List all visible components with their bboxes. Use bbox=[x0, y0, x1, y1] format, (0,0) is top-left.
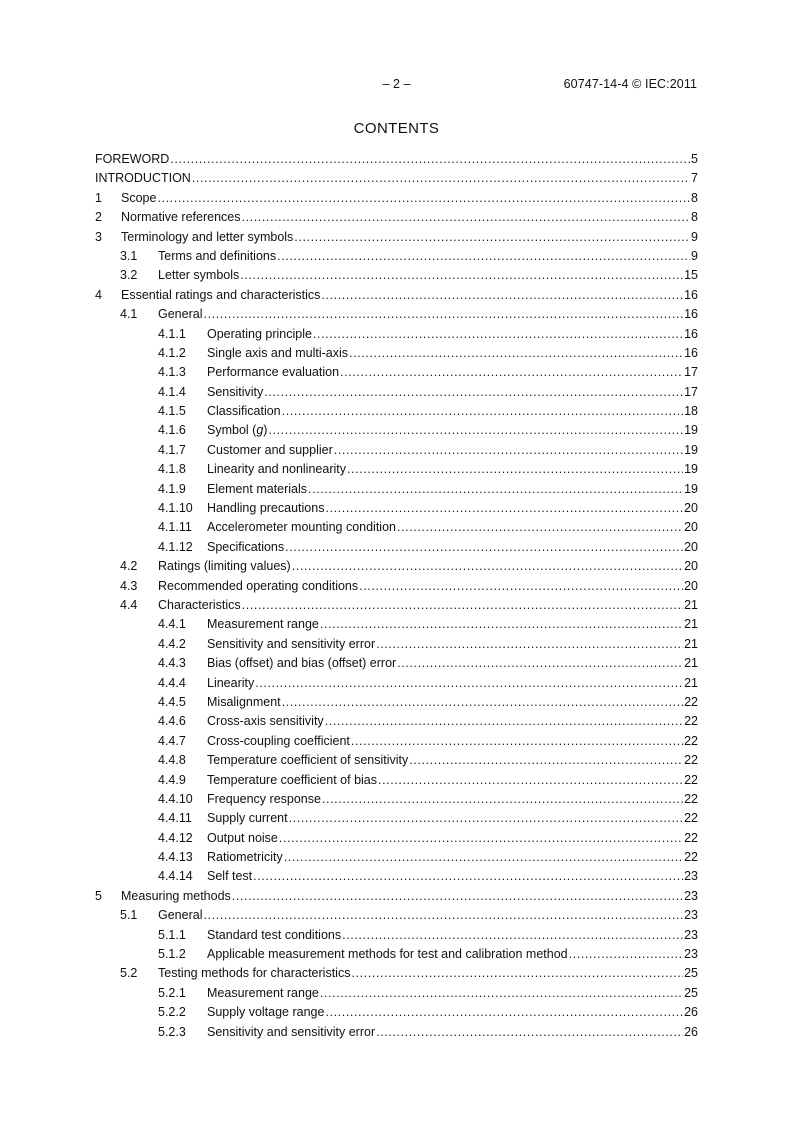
toc-entry-number: 4.4.13 bbox=[158, 850, 193, 865]
dot-leader bbox=[284, 848, 683, 867]
dot-leader bbox=[342, 926, 683, 945]
toc-entry[interactable] bbox=[95, 150, 698, 169]
toc-entry-title: Sensitivity and sensitivity error bbox=[207, 636, 376, 651]
toc-entry-title: Specifications bbox=[207, 539, 285, 554]
toc-entry-title: Cross-coupling coefficient bbox=[207, 733, 350, 748]
toc-entry-page: 9 bbox=[691, 229, 698, 244]
toc-entry-number: 4.4.11 bbox=[158, 811, 192, 826]
toc-entry[interactable] bbox=[95, 286, 698, 305]
toc-entry-number: 5.2.3 bbox=[158, 1024, 186, 1039]
toc-entry-number: 2 bbox=[95, 210, 102, 225]
dot-leader bbox=[325, 712, 683, 731]
toc-entry[interactable] bbox=[95, 615, 698, 634]
toc-entry-title: Handling precautions bbox=[207, 501, 325, 516]
toc-entry-title: Frequency response bbox=[207, 791, 321, 806]
toc-entry-title: Terms and definitions bbox=[158, 248, 277, 263]
toc-entry[interactable] bbox=[95, 751, 698, 770]
toc-entry-title: Cross-axis sensitivity bbox=[207, 714, 324, 729]
toc-entry-page: 18 bbox=[684, 404, 698, 419]
toc-entry-page: 15 bbox=[684, 268, 698, 283]
toc-entry-number: 1 bbox=[95, 190, 102, 205]
toc-entry-title: Scope bbox=[121, 190, 157, 205]
toc-entry-title: Temperature coefficient of sensitivity bbox=[207, 753, 409, 768]
toc-entry-title: Essential ratings and characteristics bbox=[121, 287, 321, 302]
toc-entry-title: Single axis and multi-axis bbox=[207, 345, 349, 360]
toc-entry-page: 20 bbox=[684, 559, 698, 574]
toc-entry-page: 22 bbox=[684, 733, 698, 748]
dot-leader bbox=[282, 693, 683, 712]
toc-entry-number: 4.4.14 bbox=[158, 869, 193, 884]
toc-entry-page: 25 bbox=[684, 985, 698, 1000]
dot-leader bbox=[242, 596, 683, 615]
toc-entry[interactable] bbox=[95, 829, 698, 848]
toc-entry-number: 4.4.8 bbox=[158, 753, 186, 768]
toc-entry[interactable] bbox=[95, 480, 698, 499]
toc-entry-number: 4.3 bbox=[120, 578, 138, 593]
dot-leader bbox=[277, 247, 690, 266]
toc-entry-number: 5.1 bbox=[120, 908, 138, 923]
toc-entry[interactable] bbox=[95, 635, 698, 654]
dot-leader bbox=[378, 771, 683, 790]
toc-entry[interactable] bbox=[95, 169, 698, 188]
dot-leader bbox=[232, 887, 683, 906]
dot-leader bbox=[409, 751, 683, 770]
toc-entry-title: Measuring methods bbox=[121, 888, 231, 903]
toc-entry[interactable] bbox=[95, 654, 698, 673]
toc-entry-title: Sensitivity bbox=[207, 384, 264, 399]
toc-entry[interactable] bbox=[95, 208, 698, 227]
toc-entry[interactable] bbox=[95, 460, 698, 479]
toc-entry-title: Measurement range bbox=[207, 617, 319, 632]
toc-entry-page: 23 bbox=[684, 908, 698, 923]
toc-entry-page: 17 bbox=[684, 384, 698, 399]
dot-leader bbox=[313, 325, 683, 344]
toc-entry-page: 22 bbox=[684, 772, 698, 787]
toc-entry-number: 4.1.6 bbox=[158, 423, 186, 438]
toc-entry-page: 23 bbox=[684, 947, 698, 962]
toc-entry-page: 22 bbox=[684, 830, 698, 845]
toc-entry-title: FOREWORD bbox=[95, 152, 170, 166]
toc-entry-number: 4.1.5 bbox=[158, 404, 186, 419]
toc-entry-page: 20 bbox=[684, 539, 698, 554]
toc-entry[interactable] bbox=[95, 732, 698, 751]
toc-entry-number: 4.1.8 bbox=[158, 462, 186, 477]
toc-entry-title-part: Symbol ( bbox=[207, 423, 257, 438]
toc-entry-title: Letter symbols bbox=[158, 268, 240, 283]
dot-leader bbox=[320, 615, 683, 634]
toc-entry-page: 16 bbox=[684, 345, 698, 360]
toc-entry[interactable] bbox=[95, 441, 698, 460]
toc-entry-page: 22 bbox=[684, 714, 698, 729]
toc-entry-page: 19 bbox=[684, 481, 698, 496]
toc-entry-number: 5.1.2 bbox=[158, 947, 186, 962]
toc-entry-page: 19 bbox=[684, 442, 698, 457]
toc-entry-page: 20 bbox=[684, 578, 698, 593]
dot-leader bbox=[240, 266, 683, 285]
toc-entry[interactable] bbox=[95, 693, 698, 712]
toc-entry[interactable] bbox=[95, 577, 698, 596]
toc-entry-title: INTRODUCTION bbox=[95, 171, 191, 186]
toc-entry-number: 5.2 bbox=[120, 966, 138, 981]
dot-leader bbox=[340, 363, 683, 382]
toc-entry-page: 23 bbox=[684, 888, 698, 903]
toc-entry-title: Linearity and nonlinearity bbox=[207, 462, 346, 477]
toc-entry[interactable] bbox=[95, 790, 698, 809]
toc-entry-number: 4.4 bbox=[120, 597, 138, 612]
toc-entry-title: Testing methods for characteristics bbox=[158, 966, 351, 981]
toc-entry-title: Supply voltage range bbox=[207, 1005, 325, 1020]
toc-entry-page: 23 bbox=[684, 869, 698, 884]
dot-leader bbox=[242, 208, 691, 227]
toc-entry-page: 7 bbox=[691, 171, 698, 186]
page-title: CONTENTS bbox=[353, 120, 440, 137]
dot-leader bbox=[203, 906, 683, 925]
toc-entry-page: 26 bbox=[684, 1024, 698, 1039]
toc-entry-page: 8 bbox=[691, 190, 698, 205]
toc-entry-page: 21 bbox=[684, 597, 698, 612]
toc-entry-number: 4.4.9 bbox=[158, 772, 186, 787]
toc-entry-title: General bbox=[158, 908, 203, 923]
toc-entry-number: 4.1.10 bbox=[158, 501, 193, 516]
toc-entry-title: Ratiometricity bbox=[207, 850, 283, 865]
toc-entry-number: 4.4.6 bbox=[158, 714, 186, 729]
dot-leader bbox=[292, 557, 683, 576]
toc-entry-number: 4.4.7 bbox=[158, 733, 186, 748]
toc-entry-page: 20 bbox=[684, 501, 698, 516]
toc-entry-number: 4.1.9 bbox=[158, 481, 186, 496]
dot-leader bbox=[294, 228, 690, 247]
dot-leader bbox=[253, 867, 683, 886]
toc-entry-title: Output noise bbox=[207, 830, 278, 845]
toc-entry[interactable] bbox=[95, 344, 698, 363]
toc-entry-page: 20 bbox=[684, 520, 698, 535]
toc-entry-title: Temperature coefficient of bias bbox=[207, 772, 378, 787]
toc-entry[interactable] bbox=[95, 518, 698, 537]
toc-entry-title: Standard test conditions bbox=[207, 927, 342, 942]
toc-entry-page: 8 bbox=[691, 210, 698, 225]
toc-entry-page: 21 bbox=[684, 617, 698, 632]
dot-leader bbox=[376, 1023, 683, 1042]
toc-entry-title: Linearity bbox=[207, 675, 255, 690]
toc-entry-title: Ratings (limiting values) bbox=[158, 559, 291, 574]
toc-entry-title: Terminology and letter symbols bbox=[121, 229, 294, 244]
toc-entry-number: 5.1.1 bbox=[158, 927, 186, 942]
dot-leader bbox=[279, 829, 683, 848]
toc-entry-number: 5.2.1 bbox=[158, 985, 186, 1000]
toc-entry-number: 4.4.3 bbox=[158, 656, 186, 671]
toc-entry-title: Applicable measurement methods for test and calibration method bbox=[207, 947, 568, 962]
toc-entry-title: Sensitivity and sensitivity error bbox=[207, 1024, 376, 1039]
toc-entry-page: 9 bbox=[691, 248, 698, 263]
toc-entry[interactable] bbox=[95, 325, 698, 344]
toc-entry[interactable] bbox=[95, 247, 698, 266]
toc-entry-number: 3 bbox=[95, 229, 102, 244]
toc-entry[interactable] bbox=[95, 421, 698, 440]
document-id: 60747-14-4 © IEC:2011 bbox=[563, 77, 697, 91]
toc-entry-title-part: ) bbox=[263, 423, 268, 438]
dot-leader bbox=[264, 383, 683, 402]
toc-entry[interactable] bbox=[95, 228, 698, 247]
toc-entry-title: Bias (offset) and bias (offset) error bbox=[207, 656, 397, 671]
toc-entry-title: Supply current bbox=[207, 811, 288, 826]
dot-leader bbox=[321, 286, 683, 305]
toc-entry-number: 5.2.2 bbox=[158, 1005, 186, 1020]
toc-entry-title: Characteristics bbox=[158, 597, 241, 612]
toc-entry[interactable] bbox=[95, 712, 698, 731]
toc-entry-page: 22 bbox=[684, 694, 698, 709]
toc-entry[interactable] bbox=[95, 887, 698, 906]
toc-entry[interactable] bbox=[95, 1003, 698, 1022]
toc-entry-title: General bbox=[158, 307, 203, 322]
toc-entry-page: 21 bbox=[684, 675, 698, 690]
toc-entry[interactable] bbox=[95, 596, 698, 615]
page-number: – 2 – bbox=[382, 77, 411, 91]
dot-leader bbox=[170, 150, 690, 169]
toc-entry[interactable] bbox=[95, 809, 698, 828]
toc-entry-page: 23 bbox=[684, 927, 698, 942]
toc-entry-number: 4.1.1 bbox=[158, 326, 186, 341]
dot-leader bbox=[325, 1003, 683, 1022]
toc-entry-title: Misalignment bbox=[207, 694, 281, 709]
toc-entry[interactable] bbox=[95, 538, 698, 557]
toc-entry-page: 16 bbox=[684, 287, 698, 302]
toc-entry-title: Self test bbox=[207, 869, 253, 884]
toc-entry[interactable] bbox=[95, 926, 698, 945]
toc-entry-page: 5 bbox=[691, 152, 698, 166]
toc-entry[interactable] bbox=[95, 557, 698, 576]
toc-entry[interactable] bbox=[95, 189, 698, 208]
dot-leader bbox=[322, 790, 683, 809]
dot-leader bbox=[397, 518, 683, 537]
toc-entry-title: Normative references bbox=[121, 210, 241, 225]
toc-entry-number: 4.4.12 bbox=[158, 830, 193, 845]
toc-entry[interactable] bbox=[95, 1023, 698, 1042]
dot-leader bbox=[351, 732, 683, 751]
toc-entry-title-italic: g bbox=[256, 423, 264, 438]
dot-leader bbox=[255, 674, 683, 693]
dot-leader bbox=[325, 499, 683, 518]
toc-entry-number: 4.1.7 bbox=[158, 442, 186, 457]
toc-entry[interactable] bbox=[95, 964, 698, 983]
dot-leader bbox=[157, 189, 690, 208]
toc-entry-title: Customer and supplier bbox=[207, 442, 333, 457]
dot-leader bbox=[397, 654, 683, 673]
dot-leader bbox=[289, 809, 683, 828]
dot-leader bbox=[268, 421, 683, 440]
toc-entry-number: 5 bbox=[95, 888, 102, 903]
toc-entry[interactable] bbox=[95, 984, 698, 1003]
dot-leader bbox=[203, 305, 683, 324]
toc-entry-page: 19 bbox=[684, 423, 698, 438]
toc-entry-page: 22 bbox=[684, 811, 698, 826]
toc-entry-number: 3.1 bbox=[120, 248, 138, 263]
toc-entry[interactable] bbox=[95, 402, 698, 421]
toc-entry-page: 22 bbox=[684, 791, 698, 806]
toc-entry-number: 4.4.5 bbox=[158, 694, 186, 709]
toc-entry-title: Performance evaluation bbox=[207, 365, 340, 380]
toc-entry[interactable] bbox=[95, 848, 698, 867]
dot-leader bbox=[351, 964, 683, 983]
toc-entry-number: 4.1.4 bbox=[158, 384, 186, 399]
toc-entry-title: Operating principle bbox=[207, 326, 312, 341]
toc-entry-number: 4 bbox=[95, 287, 102, 302]
toc-entry-title bbox=[207, 421, 267, 440]
toc-entry[interactable] bbox=[95, 363, 698, 382]
toc-entry[interactable] bbox=[95, 383, 698, 402]
toc-entry-page: 25 bbox=[684, 966, 698, 981]
toc-entry-page: 21 bbox=[684, 636, 698, 651]
dot-leader bbox=[285, 538, 683, 557]
dot-leader bbox=[349, 344, 683, 363]
toc-entry-number: 4.4.4 bbox=[158, 675, 186, 690]
dot-leader bbox=[308, 480, 683, 499]
toc-entry-page: 16 bbox=[684, 307, 698, 322]
toc-entry-number: 4.1 bbox=[120, 307, 138, 322]
dot-leader bbox=[334, 441, 683, 460]
dot-leader bbox=[282, 402, 683, 421]
toc-entry-page: 22 bbox=[684, 753, 698, 768]
toc-entry-page: 21 bbox=[684, 656, 698, 671]
toc-entry-page: 16 bbox=[684, 326, 698, 341]
toc-entry-number: 4.1.3 bbox=[158, 365, 186, 380]
toc-entry-number: 3.2 bbox=[120, 268, 138, 283]
toc-entry-title: Element materials bbox=[207, 481, 308, 496]
toc-entry-number: 4.1.11 bbox=[158, 520, 192, 535]
toc-entry-page: 19 bbox=[684, 462, 698, 477]
toc-entry-page: 22 bbox=[684, 850, 698, 865]
toc-entry[interactable] bbox=[95, 499, 698, 518]
toc-entry[interactable] bbox=[95, 305, 698, 324]
toc-entry[interactable] bbox=[95, 945, 698, 964]
toc-entry-number: 4.2 bbox=[120, 559, 138, 574]
toc-entry-number: 4.4.10 bbox=[158, 791, 193, 806]
toc-entry-title: Classification bbox=[207, 404, 281, 419]
toc-entry-number: 4.1.2 bbox=[158, 345, 186, 360]
table-of-contents bbox=[95, 150, 698, 1042]
toc-entry-number: 4.4.1 bbox=[158, 617, 186, 632]
dot-leader bbox=[569, 945, 683, 964]
toc-entry[interactable] bbox=[95, 266, 698, 285]
dot-leader bbox=[347, 460, 683, 479]
dot-leader bbox=[320, 984, 683, 1003]
toc-entry-page: 26 bbox=[684, 1005, 698, 1020]
dot-leader bbox=[192, 169, 690, 188]
toc-entry-page: 17 bbox=[684, 365, 698, 380]
toc-entry[interactable] bbox=[95, 867, 698, 886]
dot-leader bbox=[359, 577, 683, 596]
toc-entry-number: 4.4.2 bbox=[158, 636, 186, 651]
toc-entry[interactable] bbox=[95, 771, 698, 790]
toc-entry-number: 4.1.12 bbox=[158, 539, 193, 554]
dot-leader bbox=[376, 635, 683, 654]
toc-entry-title: Accelerometer mounting condition bbox=[207, 520, 396, 535]
toc-entry-title: Recommended operating conditions bbox=[158, 578, 359, 593]
toc-entry[interactable] bbox=[95, 906, 698, 925]
toc-entry[interactable] bbox=[95, 674, 698, 693]
toc-entry-title: Measurement range bbox=[207, 985, 319, 1000]
